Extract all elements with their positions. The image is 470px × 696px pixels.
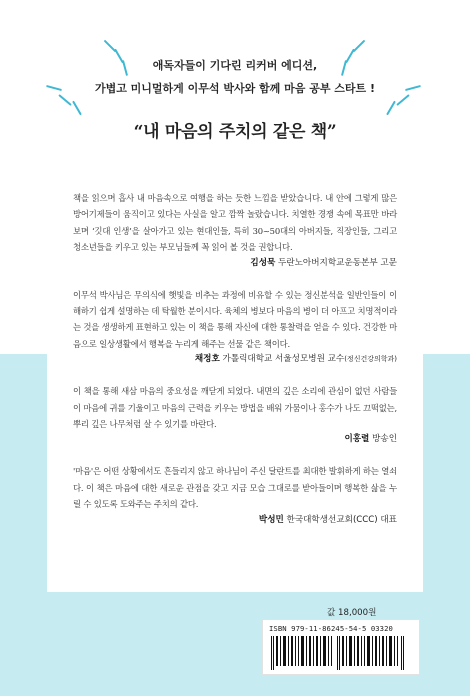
author-name: 이홍렬	[344, 434, 370, 445]
review-text: 이 책을 통해 새삼 마음의 중요성을 깨닫게 되었다. 내면의 깊은 소리에 관심이 없던 사람들이 마음에 귀를 기울이고 마음의 근력을 키우는 방법을 배워 가뭄이나 홍수가 나도 끄떡없는, 뿌리 깊은 나무처럼 살 수 있기를 바란다.	[73, 386, 397, 430]
isbn-barcode	[262, 619, 420, 675]
author-title: 방송인	[372, 434, 397, 445]
author-note: (정신건강의학과)	[344, 355, 397, 364]
review-item	[73, 463, 397, 526]
reviews-card	[47, 172, 423, 592]
review-item	[73, 190, 397, 270]
author-name: 채정호	[194, 354, 220, 365]
tagline-line-2: 가볍고 미니멀하게 이무석 박사와 함께 마음 공부 스타트 !	[94, 82, 376, 95]
review-item	[73, 383, 397, 446]
barcode-icon	[271, 636, 411, 670]
isbn-number: ISBN 979-11-86245-54-5 03320	[269, 624, 393, 633]
headline-quote: “내 마음의 주치의 같은 책”	[133, 122, 337, 142]
author-title: 두란노아버지학교운동본부 고문	[278, 257, 397, 268]
price-label: 값 18,000원	[327, 608, 377, 618]
review-text: 이무석 박사님은 무의식에 햇빛을 비추는 과정에 비유할 수 있는 정신분석을 일반인들이 이해하기 쉽게 설명하는 데 탁월한 분이시다. 육체의 병보다 마음의 병이 더 아프고 치명적이라는 것을 생생하게 표현하고 있는 이 책을 통해 자신에 대한 통찰력을 얻을 수 있다. 건강한 마음으로 일상생활에서 행복을 누리게 해주는 선물 같은 책이다.	[73, 289, 397, 349]
review-author	[73, 513, 397, 527]
review-author	[73, 352, 397, 366]
author-title: 한국대학생선교회(CCC) 대표	[286, 514, 397, 525]
review-text: 책을 읽으며 흡사 내 마음속으로 여행을 하는 듯한 느낌을 받았습니다. 내 안에 그렇게 많은 방어기제들이 움직이고 있다는 사실을 알고 깜짝 놀랐습니다. 치열한 경쟁 속에 목표만 바라보며 ‘깃대 인생’을 살아가고 있는 현대인들, 특히 30~50대의 아버지들, 직장인들, 그리고 청소년들을 키우고 있는 부모님들께 꼭 읽어 볼 것을 권합니다.	[73, 193, 397, 253]
author-name: 김성묵	[250, 257, 276, 268]
tagline-line-1: 애독자들이 기다린 리커버 에디션,	[152, 59, 318, 72]
review-author	[73, 256, 397, 270]
author-name: 박성민	[258, 514, 284, 525]
review-item	[73, 287, 397, 367]
review-author	[73, 432, 397, 446]
review-text: '마음'은 어떤 상황에서도 흔들리지 않고 하나님이 주신 달란트를 최대한 발휘하게 하는 열쇠다. 이 책은 마음에 대한 새로운 관점을 갖고 지금 모습 그대로를 받아들이며 행복한 삶을 누릴 수 있도록 도와주는 주치의 같다.	[73, 466, 397, 510]
author-title: 가톨릭대학교 서울성모병원 교수	[222, 354, 345, 365]
